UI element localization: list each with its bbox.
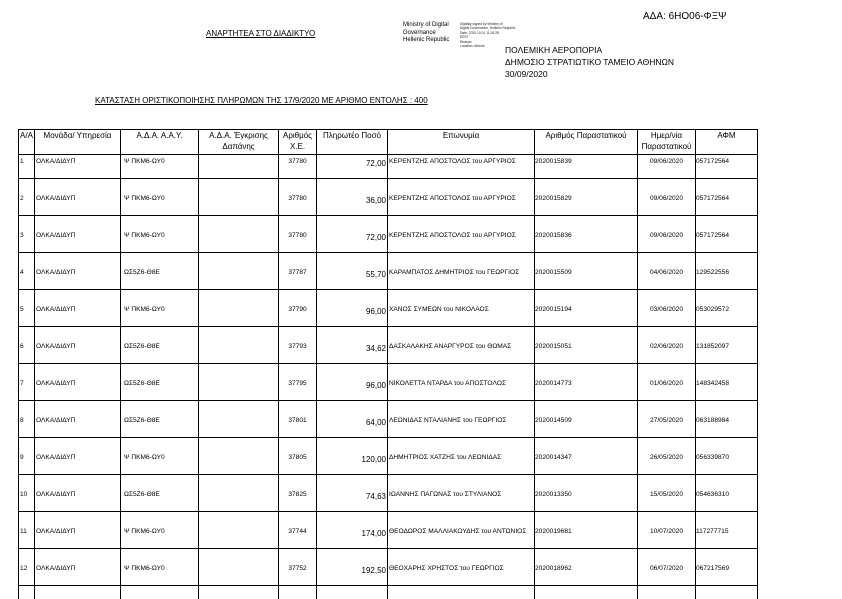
- payee-cell: ΚΕΡΕΝΤΖΗΣ ΑΠΟΣΤΟΛΟΣ του ΑΡΓΥΡΙΟΣ: [388, 192, 535, 229]
- payee-cell: ΚΕΡΕΝΤΖΗΣ ΑΠΟΣΤΟΛΟΣ του ΑΡΓΥΡΙΟΣ: [388, 155, 535, 193]
- signature-issuer: [403, 22, 449, 45]
- unit-cell: ΟΛΚΑ/ΔΙΔΥΠ: [35, 488, 121, 525]
- approval-cell: [199, 377, 279, 414]
- approval-cell: [199, 414, 279, 451]
- unit-cell: ΟΛΚΑ/ΔΙΔΥΠ: [35, 414, 121, 451]
- payee-cell: ΘΕΟΧΑΡΗΣ ΧΡΗΣΤΟΣ του ΓΕΩΡΓΙΟΣ: [388, 562, 535, 599]
- approval-cell: [199, 525, 279, 562]
- voucher-number-cell: 37795: [279, 377, 317, 414]
- document-date-cell: 09/06/2020: [638, 192, 696, 229]
- document-date-cell: 06/07/2020: [638, 562, 696, 599]
- column-header: Ημερ/νία Παραστατικού: [638, 130, 696, 155]
- table-row: [19, 488, 758, 525]
- amount-cell: 64,00: [317, 414, 388, 451]
- column-header: Πληρωτέο Ποσό: [317, 130, 388, 155]
- tax-id-cell: 129522556: [696, 266, 758, 303]
- amount-cell: 96,00: [317, 303, 388, 340]
- ada-cell: Ψ ΠΚΜ6-ΩΥ0: [121, 303, 199, 340]
- row-index: 5: [19, 303, 35, 340]
- digital-signature: [403, 22, 516, 56]
- amount-cell: 72,00: [317, 155, 388, 193]
- voucher-number-cell: 37801: [279, 414, 317, 451]
- ada-cell: ΩΣ5Ζ6-Θ8Ε: [121, 377, 199, 414]
- column-header: Επωνυμία: [388, 130, 535, 155]
- payee-cell: ΔΗΜΗΤΡΙΟΣ ΧΑΤΖΗΣ του ΛΕΩΝΙΔΑΣ: [388, 451, 535, 488]
- row-index: 6: [19, 340, 35, 377]
- voucher-number-cell: 37780: [279, 155, 317, 193]
- tax-id-cell: 056339870: [696, 451, 758, 488]
- document-number-cell: 2020014509: [535, 414, 638, 451]
- document-number-cell: 2020015509: [535, 266, 638, 303]
- ada-cell: Ψ ΠΚΜ6-ΩΥ0: [121, 192, 199, 229]
- unit-cell: ΟΛΚΑ/ΔΙΔΥΠ: [35, 451, 121, 488]
- row-index: 4: [19, 266, 35, 303]
- tax-id-cell: 054636310: [696, 488, 758, 525]
- document-number-cell: 2020018962: [535, 562, 638, 599]
- voucher-number-cell: 37780: [279, 229, 317, 266]
- ada-cell: Ψ ΠΚΜ6-ΩΥ0: [121, 451, 199, 488]
- table-header-row: [19, 130, 758, 155]
- ada-cell: ΩΣ5Ζ6-Θ8Ε: [121, 414, 199, 451]
- ada-cell: Ψ ΠΚΜ6-ΩΥ0: [121, 562, 199, 599]
- payee-cell: ΝΙΚΟΛΕΤΤΑ ΝΤΑΡΔΑ του ΑΠΟΣΤΟΛΟΣ: [388, 377, 535, 414]
- document-date-cell: 01/06/2020: [638, 377, 696, 414]
- table-row: [19, 451, 758, 488]
- payee-cell: ΚΑΡΑΜΠΑΤΟΣ ΔΗΜΗΤΡΙΟΣ του ΓΕΩΡΓΙΟΣ: [388, 266, 535, 303]
- tax-id-cell: 063188984: [696, 414, 758, 451]
- table-row: [19, 414, 758, 451]
- voucher-number-cell: 37780: [279, 192, 317, 229]
- approval-cell: [199, 488, 279, 525]
- document-date-cell: 04/06/2020: [638, 266, 696, 303]
- document-number-cell: 2020015194: [535, 303, 638, 340]
- ada-code: ΑΔΑ: 6ΗΟ06-ΦΞΨ: [643, 11, 727, 22]
- document-number-cell: 2020015836: [535, 229, 638, 266]
- signature-detail-line: Digitally signed by Ministry of: [460, 22, 503, 26]
- amount-cell: 74,63: [317, 488, 388, 525]
- row-index: 11: [19, 525, 35, 562]
- unit-cell: ΟΛΚΑ/ΔΙΔΥΠ: [35, 377, 121, 414]
- voucher-number-cell: 37790: [279, 303, 317, 340]
- ada-cell: ΩΣ5Ζ6-Θ8Ε: [121, 340, 199, 377]
- payee-cell: ΚΕΡΕΝΤΖΗΣ ΑΠΟΣΤΟΛΟΣ του ΑΡΓΥΡΙΟΣ: [388, 229, 535, 266]
- voucher-number-cell: 37805: [279, 451, 317, 488]
- table-row: [19, 229, 758, 266]
- signature-detail-line: Digital Governance, Hellenic Republic: [460, 26, 516, 31]
- tax-id-cell: 148342458: [696, 377, 758, 414]
- document-date-cell: 02/06/2020: [638, 340, 696, 377]
- unit-cell: ΟΛΚΑ/ΔΙΔΥΠ: [35, 525, 121, 562]
- signature-detail-line: Reason:: [460, 39, 473, 44]
- approval-cell: [199, 340, 279, 377]
- approval-cell: [199, 155, 279, 193]
- unit-cell: ΟΛΚΑ/ΔΙΔΥΠ: [35, 303, 121, 340]
- row-index: 7: [19, 377, 35, 414]
- tax-id-cell: 057172564: [696, 229, 758, 266]
- signature-detail-line: Date: 2020.10.01 11:18:28: [460, 30, 499, 35]
- signature-issuer-line: Governance: [403, 29, 436, 36]
- signature-detail-line: EEST: [460, 35, 469, 40]
- amount-cell: 72,00: [317, 229, 388, 266]
- amount-cell: 174,00: [317, 525, 388, 562]
- payee-cell: ΧΑΝΟΣ ΣΥΜΕΩΝ του ΝΙΚΟΛΑΟΣ: [388, 303, 535, 340]
- document-date-cell: 10/07/2020: [638, 525, 696, 562]
- amount-cell: 192,50: [317, 562, 388, 599]
- document-number-cell: 2020015839: [535, 155, 638, 193]
- row-index: 12: [19, 562, 35, 599]
- unit-cell: ΟΛΚΑ/ΔΙΔΥΠ: [35, 155, 121, 193]
- row-index: 1: [19, 155, 35, 193]
- unit-cell: ΟΛΚΑ/ΔΙΔΥΠ: [35, 229, 121, 266]
- table-row: [19, 562, 758, 599]
- tax-id-cell: 117277715: [696, 525, 758, 562]
- row-index: 8: [19, 414, 35, 451]
- document-date-cell: 09/06/2020: [638, 229, 696, 266]
- ada-cell: ΩΣ5Ζ6-Θ8Ε: [121, 488, 199, 525]
- approval-cell: [199, 266, 279, 303]
- payee-cell: ΛΕΩΝΙΔΑΣ ΝΤΑΛΙΑΝΗΣ του ΓΕΩΡΓΙΟΣ: [388, 414, 535, 451]
- voucher-number-cell: 37752: [279, 562, 317, 599]
- unit-cell: ΟΛΚΑ/ΔΙΔΥΠ: [35, 192, 121, 229]
- payee-cell: ΙΩΑΝΝΗΣ ΠΑΓΩΝΑΣ του ΣΤΥΛΙΑΝΟΣ: [388, 488, 535, 525]
- voucher-number-cell: 37793: [279, 340, 317, 377]
- table-row: [19, 303, 758, 340]
- column-header: Α.Δ.Α. Α.Α.Υ.: [121, 130, 199, 155]
- document-date-cell: 27/05/2020: [638, 414, 696, 451]
- amount-cell: 34,62: [317, 340, 388, 377]
- ada-cell: Ψ ΠΚΜ6-ΩΥ0: [121, 229, 199, 266]
- amount-cell: 120,00: [317, 451, 388, 488]
- ada-cell: Ψ ΠΚΜ6-ΩΥ0: [121, 155, 199, 193]
- document-date-cell: 09/06/2020: [638, 155, 696, 193]
- payee-cell: ΘΕΟΔΩΡΟΣ ΜΑΛΛΙΑΚΟΥΔΗΣ του ΑΝΤΩΝΙΟΣ: [388, 525, 535, 562]
- approval-cell: [199, 562, 279, 599]
- row-index: 9: [19, 451, 35, 488]
- amount-cell: 96,00: [317, 377, 388, 414]
- document-number-cell: 2020015829: [535, 192, 638, 229]
- voucher-number-cell: 37825: [279, 488, 317, 525]
- organization-name: ΠΟΛΕΜΙΚΗ ΑΕΡΟΠΟΡΙΑ: [505, 45, 603, 55]
- column-header: Μονάδα/ Υπηρεσία: [35, 130, 121, 155]
- organization-unit: ΔΗΜΟΣΙΟ ΣΤΡΑΤΙΩΤΙΚΟ ΤΑΜΕΙΟ ΑΘΗΝΩΝ: [505, 57, 675, 67]
- approval-cell: [199, 451, 279, 488]
- table-row: [19, 155, 758, 193]
- document-number-cell: 2020019681: [535, 525, 638, 562]
- row-index: 3: [19, 229, 35, 266]
- document-date: 30/09/2020: [505, 69, 548, 79]
- document-date-cell: 03/06/2020: [638, 303, 696, 340]
- document-date-cell: 26/05/2020: [638, 451, 696, 488]
- row-index: 10: [19, 488, 35, 525]
- ada-cell: ΩΣ5Ζ6-Θ8Ε: [121, 266, 199, 303]
- approval-cell: [199, 303, 279, 340]
- tax-id-cell: 131852097: [696, 340, 758, 377]
- tax-id-cell: 057172564: [696, 192, 758, 229]
- signature-detail-line: Location: Athens: [460, 44, 485, 49]
- unit-cell: ΟΛΚΑ/ΔΙΔΥΠ: [35, 266, 121, 303]
- tax-id-cell: 067217569: [696, 562, 758, 599]
- voucher-number-cell: 37744: [279, 525, 317, 562]
- column-header: Αριθμός Χ.Ε.: [279, 130, 317, 155]
- ada-cell: Ψ ΠΚΜ6-ΩΥ0: [121, 525, 199, 562]
- payments-table: [18, 129, 758, 599]
- signature-issuer-line: Hellenic Republic: [403, 37, 450, 43]
- tax-id-cell: 053029572: [696, 303, 758, 340]
- column-header: Α.Δ.Α. Έγκρισης Δαπάνης: [199, 130, 279, 155]
- tax-id-cell: 057172564: [696, 155, 758, 193]
- document-number-cell: 2020013350: [535, 488, 638, 525]
- organization-block: [505, 44, 674, 80]
- document-number-cell: 2020014347: [535, 451, 638, 488]
- voucher-number-cell: 37787: [279, 266, 317, 303]
- table-row: [19, 266, 758, 303]
- document-title: ΚΑΤΑΣΤΑΣΗ ΟΡΙΣΤΙΚΟΠΟΙΗΣΗΣ ΠΛΗΡΩΜΩΝ ΤΗΣ 17/9/2020 ΜΕ ΑΡΙΘΜΟ ΕΝΤΟΛΗΣ : 400: [95, 96, 428, 105]
- document-number-cell: 2020014773: [535, 377, 638, 414]
- table-row: [19, 340, 758, 377]
- document-date-cell: 15/05/2020: [638, 488, 696, 525]
- column-header: ΑΦΜ: [696, 130, 758, 155]
- amount-cell: 55,70: [317, 266, 388, 303]
- document-number-cell: 2020015051: [535, 340, 638, 377]
- approval-cell: [199, 229, 279, 266]
- column-header: Α/Α: [19, 130, 35, 155]
- table-row: [19, 192, 758, 229]
- row-index: 2: [19, 192, 35, 229]
- amount-cell: 36,00: [317, 192, 388, 229]
- table-row: [19, 377, 758, 414]
- table-row: [19, 525, 758, 562]
- publish-notice: ΑΝΑΡΤΗΤΕΑ ΣΤΟ ΔΙΑΔΙΚΤΥΟ: [206, 29, 316, 38]
- column-header: Αριθμός Παραστατικού: [535, 130, 638, 155]
- approval-cell: [199, 192, 279, 229]
- unit-cell: ΟΛΚΑ/ΔΙΔΥΠ: [35, 562, 121, 599]
- signature-issuer-line: Ministry of Digital: [403, 22, 449, 28]
- payee-cell: ΔΑΣΚΑΛΑΚΗΣ ΑΝΑΡΓΥΡΟΣ του ΘΩΜΑΣ: [388, 340, 535, 377]
- unit-cell: ΟΛΚΑ/ΔΙΔΥΠ: [35, 340, 121, 377]
